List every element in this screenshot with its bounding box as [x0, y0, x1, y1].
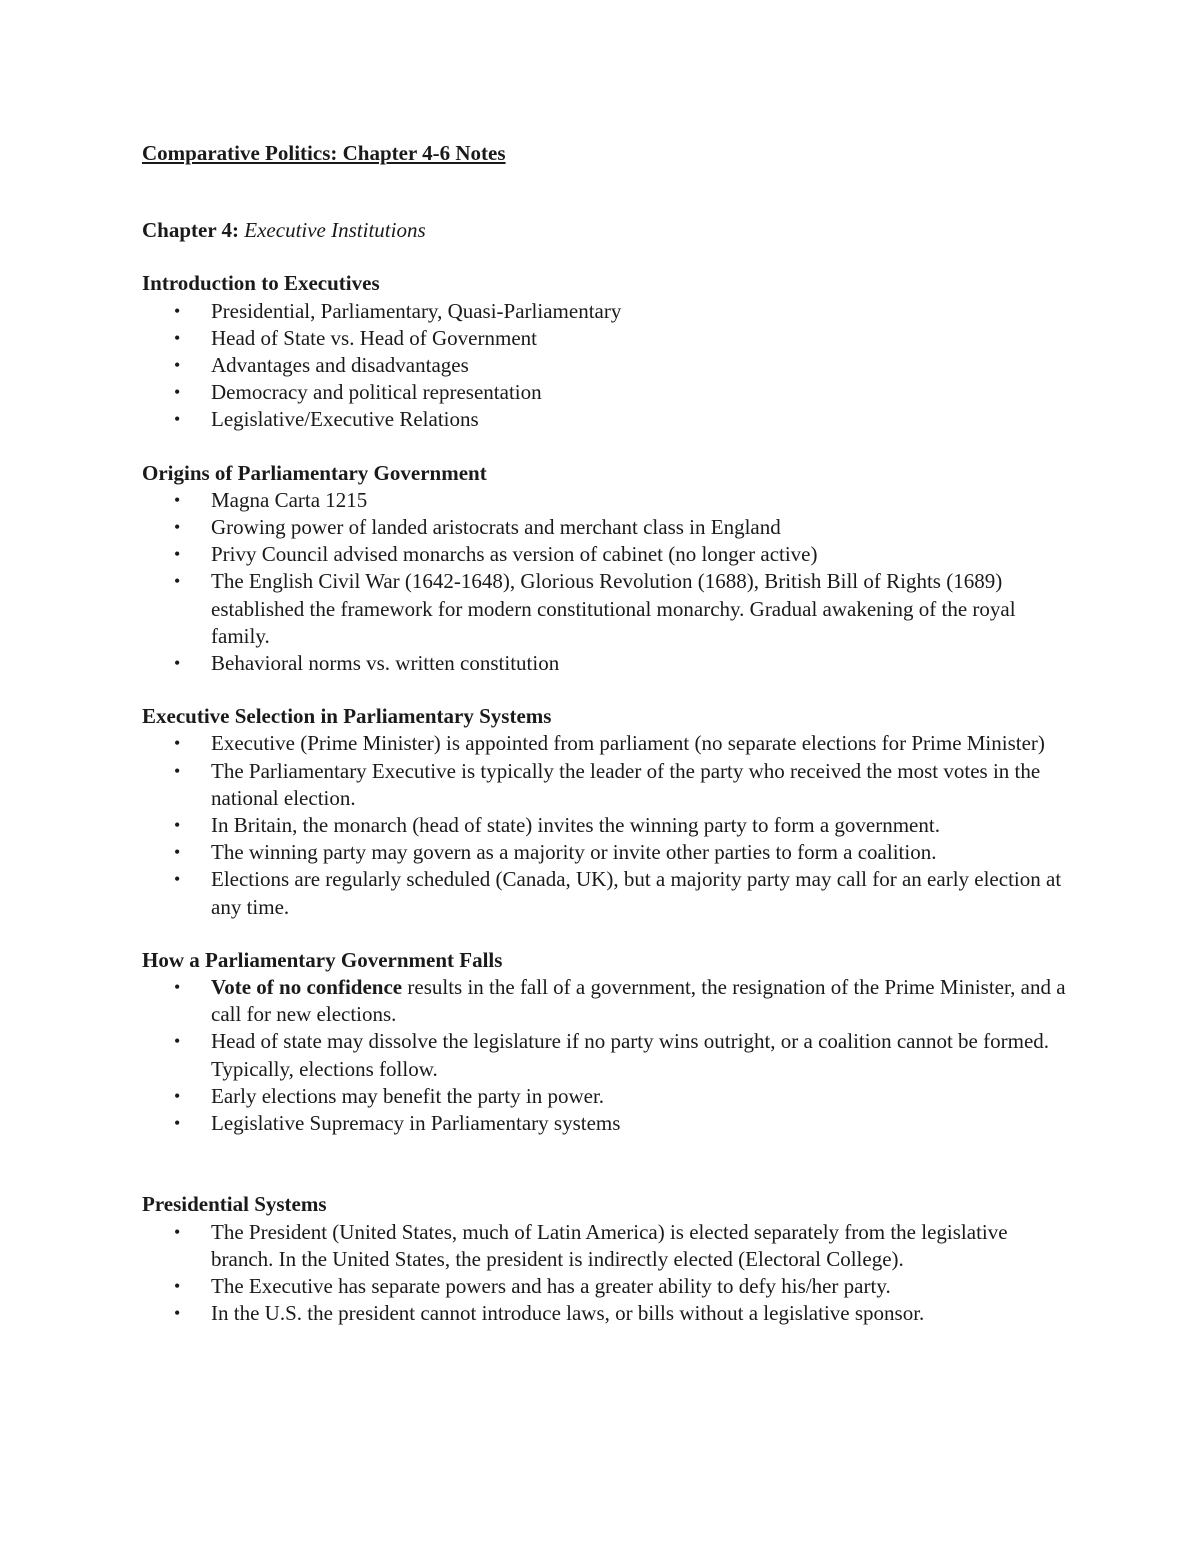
item-text: Elections are regularly scheduled (Canada, UK), but a majority party may call for an early election at any time. — [211, 867, 1062, 919]
section-heading: Executive Selection in Parliamentary Systems — [142, 704, 552, 729]
bullet-icon: • — [174, 1085, 181, 1106]
document-page — [142, 140, 1072, 1353]
list-item — [142, 406, 1072, 433]
bullet-icon: • — [174, 327, 181, 348]
bullet-icon: • — [174, 571, 181, 592]
list-item — [142, 1028, 1072, 1082]
bullet-icon: • — [174, 815, 181, 836]
list-item — [142, 298, 1072, 325]
document-title: Comparative Politics: Chapter 4-6 Notes — [142, 141, 506, 165]
list-item — [142, 974, 1072, 1028]
bullet-icon: • — [174, 544, 181, 565]
list-item — [142, 541, 1072, 568]
bullet-icon: • — [174, 869, 181, 890]
list-item — [142, 866, 1072, 920]
list-item — [142, 325, 1072, 352]
item-text: Advantages and disadvantages — [211, 353, 469, 378]
bullet-icon: • — [174, 653, 181, 674]
list-item — [142, 487, 1072, 514]
list-item — [142, 1219, 1072, 1273]
item-text: In the U.S. the president cannot introduce laws, or bills without a legislative sponsor. — [211, 1301, 925, 1326]
section — [142, 1191, 1072, 1327]
bullet-icon: • — [174, 355, 181, 376]
bullet-list — [142, 1219, 1072, 1328]
item-text: Behavioral norms vs. written constitution — [211, 651, 560, 676]
list-item — [142, 1273, 1072, 1300]
list-item — [142, 352, 1072, 379]
item-text: The President (United States, much of Latin America) is elected separately from the legislative branch. In the United States, the president is indirectly elected (Electoral College). — [211, 1219, 1008, 1271]
section — [142, 460, 1072, 678]
section-heading: Introduction to Executives — [142, 271, 380, 296]
chapter-heading — [142, 217, 1072, 244]
item-lead-term: Vote of no confidence — [211, 975, 403, 1000]
bullet-icon: • — [174, 1275, 181, 1296]
list-item — [142, 812, 1072, 839]
list-item — [142, 514, 1072, 541]
list-item — [142, 1083, 1072, 1110]
bullet-icon: • — [174, 409, 181, 430]
item-text: The winning party may govern as a majority or invite other parties to form a coalition. — [211, 840, 937, 865]
section — [142, 947, 1072, 1137]
section-heading: How a Parliamentary Government Falls — [142, 947, 503, 972]
bullet-list — [142, 730, 1072, 920]
bullet-list — [142, 487, 1072, 677]
bullet-icon: • — [174, 760, 181, 781]
section-heading: Origins of Parliamentary Government — [142, 460, 487, 485]
bullet-list — [142, 974, 1072, 1137]
item-text: Magna Carta 1215 — [211, 487, 368, 512]
item-text: The English Civil War (1642-1648), Glorious Revolution (1688), British Bill of Rights (1689) established the framework for modern constitutional monarchy. Gradual awakening of the royal family. — [211, 569, 1016, 648]
bullet-icon: • — [174, 300, 181, 321]
list-item — [142, 730, 1072, 757]
item-text: Legislative/Executive Relations — [211, 407, 479, 432]
bullet-icon: • — [174, 977, 181, 998]
list-item — [142, 568, 1072, 650]
item-text: In Britain, the monarch (head of state) invites the winning party to form a government. — [211, 813, 940, 838]
item-text: Head of state may dissolve the legislature if no party wins outright, or a coalition cannot be formed. Typically, elections follow. — [211, 1029, 1050, 1081]
bullet-icon: • — [174, 1303, 181, 1324]
list-item — [142, 650, 1072, 677]
bullet-icon: • — [174, 489, 181, 510]
item-text: Executive (Prime Minister) is appointed from parliament (no separate elections for Prime Minister) — [211, 731, 1045, 756]
bullet-icon: • — [174, 1221, 181, 1242]
item-text: Legislative Supremacy in Parliamentary systems — [211, 1111, 621, 1136]
item-text: Early elections may benefit the party in power. — [211, 1083, 605, 1108]
item-text: Presidential, Parliamentary, Quasi-Parliamentary — [211, 298, 622, 323]
bullet-icon: • — [174, 842, 181, 863]
item-text: Growing power of landed aristocrats and merchant class in England — [211, 515, 781, 540]
bullet-icon: • — [174, 382, 181, 403]
bullet-icon: • — [174, 1031, 181, 1052]
sections-container — [142, 270, 1072, 1327]
list-item — [142, 839, 1072, 866]
item-text: Head of State vs. Head of Government — [211, 325, 537, 350]
chapter-name: Executive Institutions — [244, 218, 426, 243]
item-text: Privy Council advised monarchs as version of cabinet (no longer active) — [211, 542, 818, 567]
chapter-label: Chapter 4: — [142, 218, 240, 243]
section — [142, 703, 1072, 921]
section — [142, 270, 1072, 433]
item-text: results in the fall of a government, the resignation of the Prime Minister, and a call for new elections. — [211, 975, 1066, 1027]
bullet-icon: • — [174, 733, 181, 754]
list-item — [142, 1110, 1072, 1137]
bullet-list — [142, 298, 1072, 434]
list-item — [142, 379, 1072, 406]
section-heading: Presidential Systems — [142, 1192, 327, 1217]
bullet-icon: • — [174, 1113, 181, 1134]
list-item — [142, 1300, 1072, 1327]
list-item — [142, 758, 1072, 812]
bullet-icon: • — [174, 517, 181, 538]
item-text: The Parliamentary Executive is typically the leader of the party who received the most votes in the national election. — [211, 758, 1041, 810]
item-text: The Executive has separate powers and has a greater ability to defy his/her party. — [211, 1273, 891, 1298]
item-text: Democracy and political representation — [211, 380, 542, 405]
